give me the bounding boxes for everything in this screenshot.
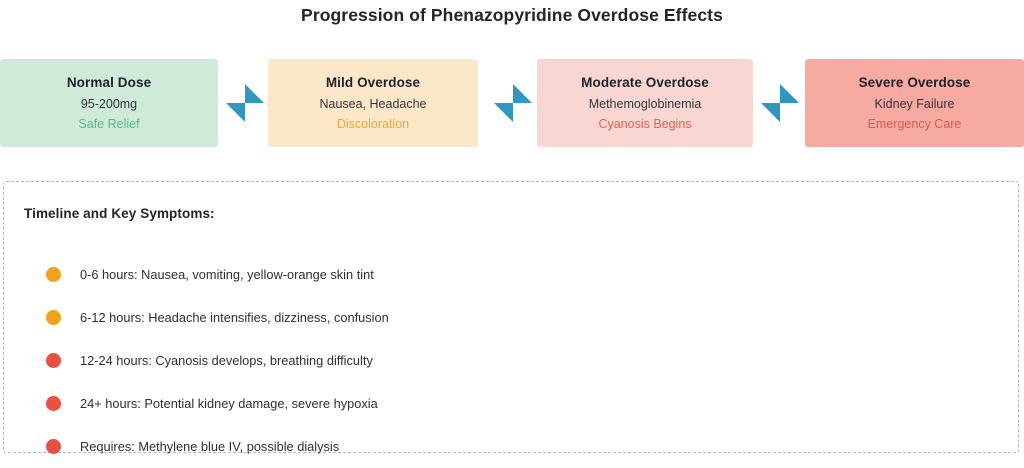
stage-status: Safe Relief [78, 117, 140, 131]
stage-status: Emergency Care [867, 117, 962, 131]
timeline-item-text: 24+ hours: Potential kidney damage, severe hypoxia [80, 395, 378, 411]
stage-card-1[interactable] [0, 59, 218, 147]
timeline-item-text: 12-24 hours: Cyanosis develops, breathing difficulty [80, 352, 373, 368]
stage-title: Mild Overdose [325, 75, 421, 90]
timeline-list [46, 253, 1008, 468]
timeline-panel [3, 181, 1019, 453]
timeline-bullet-icon [46, 267, 61, 282]
stage-card-4[interactable] [805, 59, 1024, 147]
stage-detail: Methemoglobinemia [588, 97, 702, 111]
pinwheel-arrow-icon [222, 80, 268, 126]
pinwheel-arrow-icon [490, 80, 536, 126]
stage-status: Cyanosis Begins [598, 117, 692, 131]
timeline-item-text: 6-12 hours: Headache intensifies, dizziness, confusion [80, 309, 389, 325]
timeline-item-text: 0-6 hours: Nausea, vomiting, yellow-orange skin tint [80, 266, 374, 282]
stage-title: Moderate Overdose [581, 75, 709, 90]
page-title: Progression of Phenazopyridine Overdose Effects [301, 5, 723, 25]
timeline-item [46, 253, 1008, 296]
stage-title: Normal Dose [66, 75, 152, 90]
progression-stage-row [0, 59, 1024, 147]
timeline-bullet-icon [46, 310, 61, 325]
timeline-item [46, 425, 1008, 468]
stage-detail: Nausea, Headache [319, 97, 427, 111]
timeline-item [46, 296, 1008, 339]
timeline-bullet-icon [46, 353, 61, 368]
stage-status: Discoloration [336, 117, 410, 131]
timeline-bullet-icon [46, 439, 61, 454]
timeline-item [46, 339, 1008, 382]
stage-detail: Kidney Failure [874, 97, 955, 111]
timeline-bullet-icon [46, 396, 61, 411]
stage-card-2[interactable] [268, 59, 478, 147]
timeline-item-text: Requires: Methylene blue IV, possible dialysis [80, 438, 340, 454]
stage-title: Severe Overdose [858, 75, 971, 90]
pinwheel-arrow-icon [757, 80, 803, 126]
stage-detail: 95-200mg [80, 97, 138, 111]
timeline-item [46, 382, 1008, 425]
timeline-heading: Timeline and Key Symptoms: [24, 206, 215, 221]
stage-card-3[interactable] [537, 59, 753, 147]
